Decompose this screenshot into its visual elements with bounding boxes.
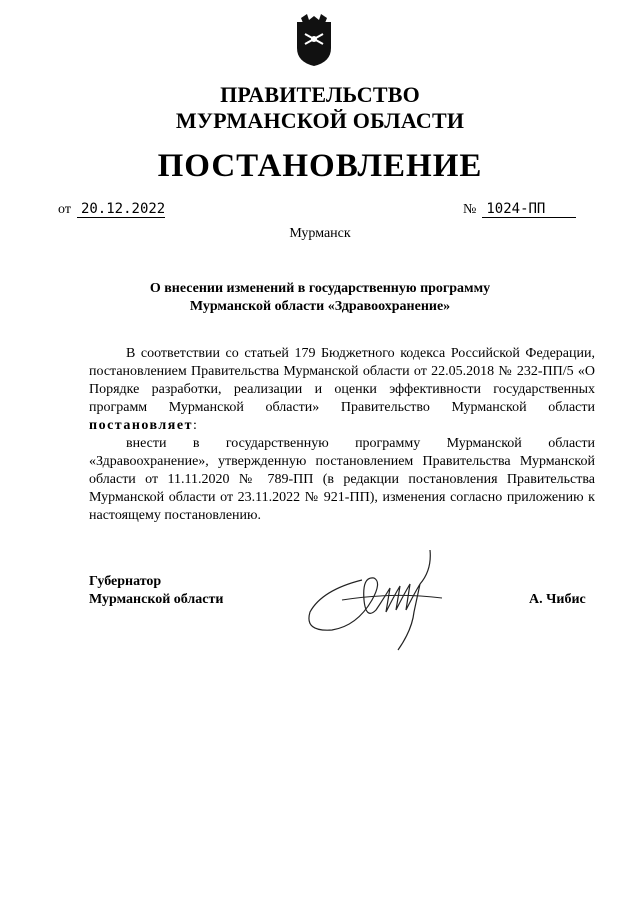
subject-line-2: Мурманской области «Здравоохранение» — [189, 299, 451, 314]
paragraph-1-end: : — [192, 418, 197, 433]
date-prefix: от — [58, 202, 71, 217]
date-value: 20.12.2022 — [77, 201, 165, 218]
document-type: ПОСТАНОВЛЕНИЕ — [157, 148, 483, 184]
coat-of-arms-emblem — [291, 14, 337, 68]
signatory-title-line-2: Мурманской области — [89, 592, 224, 607]
action-word: постановляет — [89, 418, 193, 433]
org-line-2: МУРМАНСКОЙ ОБЛАСТИ — [175, 108, 465, 133]
paragraph-1 — [89, 345, 595, 435]
signatory-title-line-1: Губернатор — [89, 574, 162, 589]
paragraph-2: внести в государственную программу Мурманской области «Здравоохранение», утвержденную постановлением Правительства Мурманской области от 11.11.2020 № 789-ПП (в редакции постановления Правительства Мурманской области от 23.11.2022 № 921-ПП), изменения согласно приложению к настоящему постановлению. — [89, 436, 595, 523]
document-body — [89, 345, 595, 525]
number-field — [463, 201, 576, 218]
city: Мурманск — [289, 226, 351, 241]
number-prefix: № — [463, 202, 477, 217]
number-value: 1024-ПП — [482, 201, 576, 218]
paragraph-1-text: В соответствии со статьей 179 Бюджетного кодекса Российской Федерации, постановлением Правительства Мурманской области от 22.05.2018 № 232-ПП/5 «О Порядке разработки, реализации и оценки эффективности государственных программ Мурманской области» Правительство Мурманской области — [89, 346, 595, 415]
date-field — [58, 201, 165, 218]
subject-line-1: О внесении изменений в государственную программу — [149, 281, 491, 296]
signatory-name: А. Чибис — [529, 592, 586, 607]
signatory-title — [89, 573, 223, 609]
org-line-1: ПРАВИТЕЛЬСТВО — [220, 82, 420, 107]
handwritten-signature — [302, 540, 462, 660]
organization-name — [0, 82, 640, 134]
document-subject — [80, 280, 560, 316]
